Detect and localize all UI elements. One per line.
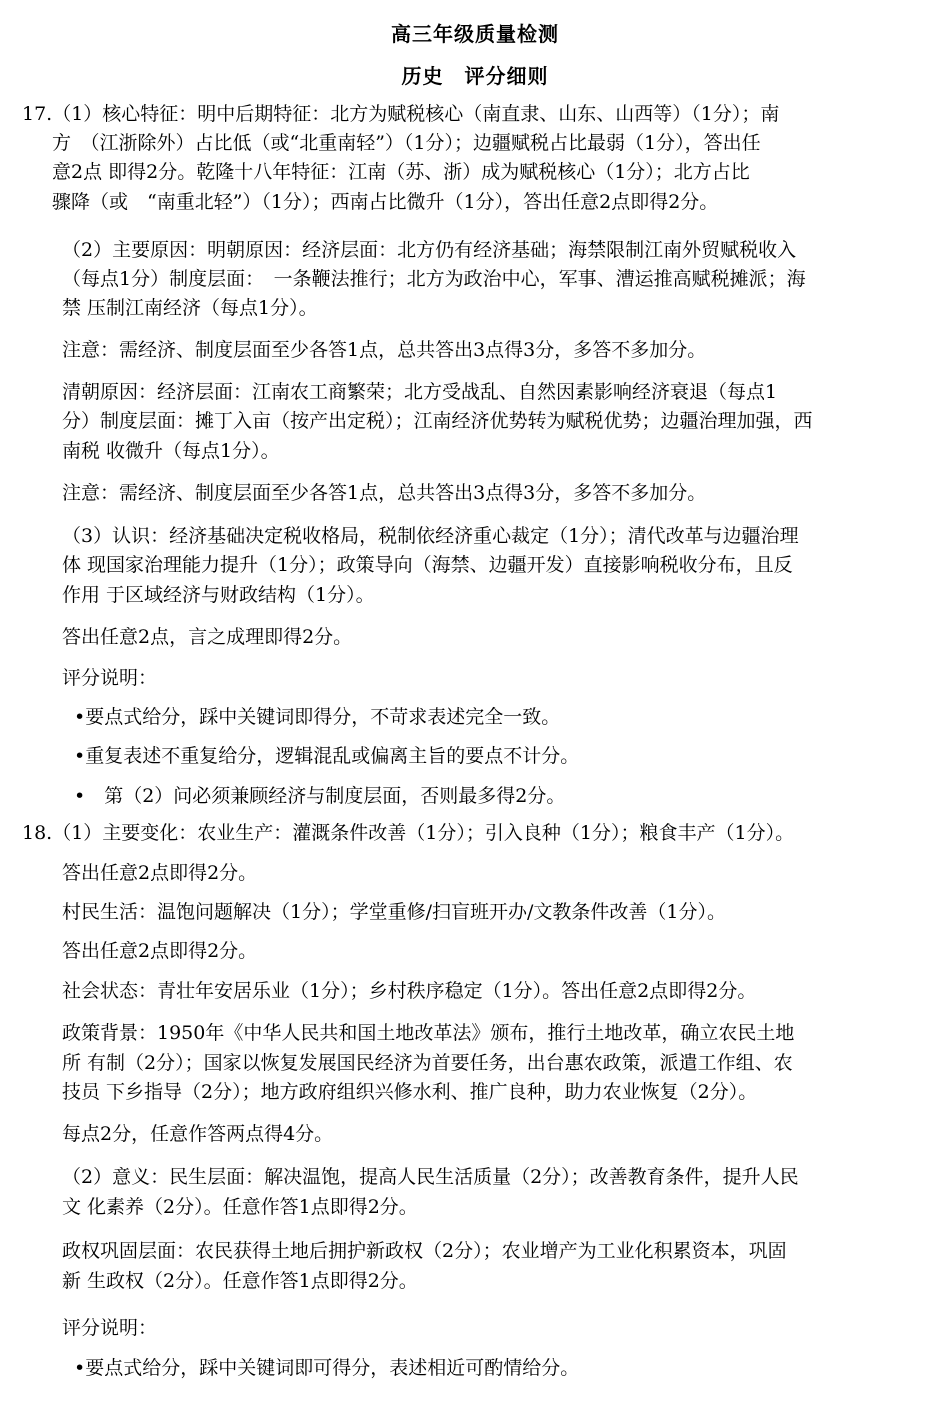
q18-policy-line2: 所 有制（2分）；国家以恢复发展国民经济为首要任务，出台惠农政策，派遣工作组、农 <box>62 1052 793 1074</box>
q18-scoring-bullet-1: •要点式给分，踩中关键词即可得分，表述相近可酌情给分。 <box>74 1357 580 1379</box>
q18-social-state: 社会状态：青壮年安居乐业（1分）；乡村秩序稳定（1分）。答出任意2点即得2分。 <box>62 980 757 1002</box>
q18-scoring-heading: 评分说明： <box>62 1317 158 1339</box>
q17-scoring-heading: 评分说明： <box>62 667 158 689</box>
q17-scoring-bullet-2: •重复表述不重复给分，逻辑混乱或偏离主旨的要点不计分。 <box>74 745 580 767</box>
q18-part1-line1: 18.（1）主要变化：农业生产：灌溉条件改善（1分）；引入良种（1分）；粮食丰产（1分）。 <box>22 822 795 844</box>
q18-policy-scoring: 每点2分，任意作答两点得4分。 <box>62 1123 334 1145</box>
q17-part3-scoring: 答出任意2点，言之成理即得2分。 <box>62 626 353 648</box>
q18-policy-line1: 政策背景：1950年《中华人民共和国土地改革法》颁布，推行土地改革，确立农民土地 <box>62 1022 795 1044</box>
q17-scoring-bullet-1: •要点式给分，踩中关键词即得分，不苛求表述完全一致。 <box>74 706 561 728</box>
q17-note-2: 注意：需经济、制度层面至少各答1点，总共答出3点得3分，多答不多加分。 <box>62 482 707 504</box>
q18-part1-scoring-2: 答出任意2点即得2分。 <box>62 940 258 962</box>
q17-part3-line2: 体 现国家治理能力提升（1分）；政策导向（海禁、边疆开发）直接影响税收分布，且反 <box>62 554 793 576</box>
q18-regime-line2: 新 生政权（2分）。任意作答1点即得2分。 <box>62 1270 418 1292</box>
q18-part2-line1: （2）意义：民生层面：解决温饱，提高人民生活质量（2分）；改善教育条件，提升人民 <box>62 1166 799 1188</box>
q17-part1-line1: 17.（1）核心特征：明中后期特征：北方为赋税核心（南直隶、山东、山西等）（1分）；南 <box>22 103 780 125</box>
q17-part1-line2: 方 （江浙除外）占比低（或“北重南轻”）（1分）；边疆赋税占比最弱（1分），答出任 <box>52 132 761 154</box>
document-subtitle: 历史 评分细则 <box>401 64 549 88</box>
q17-scoring-bullet-3: • 第（2）问必须兼顾经济与制度层面，否则最多得2分。 <box>74 785 566 807</box>
q17-part3-line3: 作用 于区域经济与财政结构（1分）。 <box>62 584 375 606</box>
q18-part1-scoring-1: 答出任意2点即得2分。 <box>62 862 258 884</box>
q18-villager-life: 村民生活：温饱问题解决（1分）；学堂重修/扫盲班开办/文教条件改善（1分）。 <box>62 901 726 923</box>
q18-policy-line3: 技员 下乡指导（2分）；地方政府组织兴修水利、推广良种，助力农业恢复（2分）。 <box>62 1081 758 1103</box>
q17-qing-reason-line1: 清朝原因：经济层面：江南农工商繁荣；北方受战乱、自然因素影响经济衰退（每点1 <box>62 381 778 403</box>
q17-part1-line3: 意2点 即得2分。乾隆十八年特征：江南（苏、浙）成为赋税核心（1分）；北方占比 <box>52 161 750 183</box>
q17-part1-line4: 骤降（或 “南重北轻”）（1分）；西南占比微升（1分），答出任意2点即得2分。 <box>52 191 719 213</box>
q17-part2-line3: 禁 压制江南经济（每点1分）。 <box>62 297 318 319</box>
q17-part2-line2: （每点1分）制度层面： 一条鞭法推行；北方为政治中心，军事、漕运推高赋税摊派；海 <box>62 268 806 290</box>
q18-regime-line1: 政权巩固层面：农民获得土地后拥护新政权（2分）；农业增产为工业化积累资本，巩固 <box>62 1240 787 1262</box>
q17-note-1: 注意：需经济、制度层面至少各答1点，总共答出3点得3分，多答不多加分。 <box>62 339 707 361</box>
q17-qing-reason-line2: 分）制度层面：摊丁入亩（按产出定税）；江南经济优势转为赋税优势；边疆治理加强，西 <box>62 410 813 432</box>
q18-part2-line2: 文 化素养（2分）。任意作答1点即得2分。 <box>62 1196 418 1218</box>
q17-part2-line1: （2）主要原因：明朝原因：经济层面：北方仍有经济基础；海禁限制江南外贸赋税收入 <box>62 239 797 261</box>
q17-qing-reason-line3: 南税 收微升（每点1分）。 <box>62 440 280 462</box>
q17-part3-line1: （3）认识：经济基础决定税收格局，税制依经济重心裁定（1分）；清代改革与边疆治理 <box>62 525 799 547</box>
document-title: 高三年级质量检测 <box>391 22 559 46</box>
